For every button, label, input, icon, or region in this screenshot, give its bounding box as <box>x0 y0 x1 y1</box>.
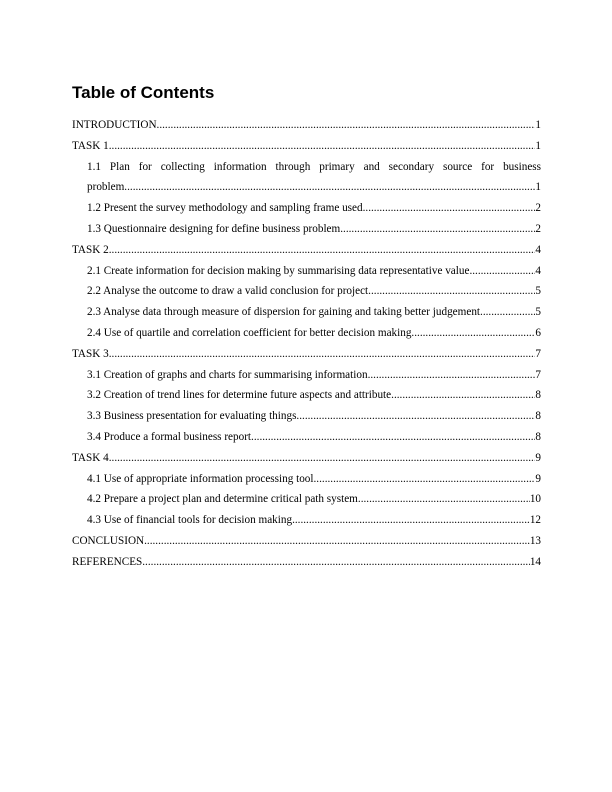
toc-leader <box>144 531 530 552</box>
toc-entry-label: 2.1 Create information for decision making by summarising data representative value <box>87 264 470 277</box>
toc-entry-task-2[interactable] <box>72 240 541 261</box>
toc-entry-1-3[interactable] <box>72 219 541 240</box>
toc-leader <box>340 219 535 240</box>
toc-entry-3-1[interactable] <box>72 365 541 386</box>
toc-leader <box>142 552 530 573</box>
toc-page-number: 2 <box>535 202 541 215</box>
toc-leader <box>368 365 536 386</box>
toc-leader <box>391 385 535 406</box>
toc-leader <box>411 323 535 344</box>
toc-entry-task-3[interactable] <box>72 344 541 365</box>
toc-page-number: 7 <box>535 368 541 381</box>
toc-entry-task-4[interactable] <box>72 448 541 469</box>
toc-entry-introduction[interactable] <box>72 115 541 136</box>
toc-leader <box>109 136 536 157</box>
toc-entry-label: 1.1 Plan for collecting information through primary and secondary source for business <box>87 160 541 173</box>
toc-entry-4-3[interactable] <box>72 510 541 531</box>
toc-entry-label-continued: problem <box>87 181 125 194</box>
toc-leader <box>358 489 530 510</box>
toc-page-number: 2 <box>535 222 541 235</box>
toc-entry-label: 3.3 Business presentation for evaluating things <box>87 410 297 423</box>
toc-entry-3-2[interactable] <box>72 385 541 406</box>
toc-entry-2-4[interactable] <box>72 323 541 344</box>
toc-leader <box>292 510 530 531</box>
toc-entry-2-1[interactable] <box>72 261 541 282</box>
toc-leader <box>368 281 535 302</box>
toc-page-number: 14 <box>529 555 541 568</box>
toc-entry-label: 2.4 Use of quartile and correlation coefficient for better decision making <box>87 326 412 339</box>
toc-page-number: 7 <box>535 347 541 360</box>
toc-leader <box>480 302 535 323</box>
toc-page-number: 9 <box>535 451 541 464</box>
toc-page-number: 1 <box>535 139 541 152</box>
toc-entry-2-3[interactable] <box>72 302 541 323</box>
toc-leader <box>109 448 536 469</box>
toc-page-number: 1 <box>535 181 541 194</box>
toc-entry-conclusion[interactable] <box>72 531 541 552</box>
toc-page-number: 8 <box>535 430 541 443</box>
toc-leader <box>469 261 535 282</box>
toc-entry-label: 2.2 Analyse the outcome to draw a valid conclusion for project <box>87 285 369 298</box>
toc-page-number: 4 <box>535 243 541 256</box>
toc-entry-label: 3.2 Creation of trend lines for determine future aspects and attribute <box>87 389 392 402</box>
toc-entry-label: TASK 2 <box>72 243 109 256</box>
toc-leader <box>109 240 536 261</box>
toc-leader <box>251 427 535 448</box>
toc-entry-2-2[interactable] <box>72 281 541 302</box>
toc-entry-label: TASK 1 <box>72 139 109 152</box>
toc-entry-label: INTRODUCTION <box>72 119 157 131</box>
toc-entry-continuation <box>87 177 541 198</box>
toc-list <box>72 115 541 573</box>
toc-leader <box>314 469 536 490</box>
toc-entry-label: 1.3 Questionnaire designing for define business problem <box>87 222 341 235</box>
toc-entry-label: 4.1 Use of appropriate information processing tool <box>87 472 314 485</box>
toc-entry-label: REFERENCES <box>72 555 143 568</box>
toc-leader <box>157 115 536 136</box>
toc-page-number: 8 <box>535 410 541 423</box>
toc-page-number: 4 <box>535 264 541 277</box>
toc-page-number: 12 <box>529 514 541 527</box>
toc-page-number: 5 <box>535 285 541 298</box>
toc-entry-3-3[interactable] <box>72 406 541 427</box>
toc-leader <box>124 177 535 198</box>
toc-page-number: 1 <box>535 119 541 131</box>
toc-page-number: 13 <box>529 534 541 547</box>
toc-leader <box>296 406 535 427</box>
toc-entry-4-2[interactable] <box>72 489 541 510</box>
toc-page-number: 9 <box>535 472 541 485</box>
toc-leader <box>109 344 536 365</box>
toc-page-number: 5 <box>535 306 541 319</box>
toc-page-number: 6 <box>535 326 541 339</box>
toc-entry-label: 4.3 Use of financial tools for decision making <box>87 514 293 527</box>
toc-entry-label: 3.1 Creation of graphs and charts for summarising information <box>87 368 368 381</box>
toc-entry-1-2[interactable] <box>72 198 541 219</box>
toc-entry-4-1[interactable] <box>72 469 541 490</box>
toc-entry-3-4[interactable] <box>72 427 541 448</box>
toc-entry-1-1[interactable] <box>72 157 541 199</box>
toc-page-number: 8 <box>535 389 541 402</box>
toc-leader <box>363 198 536 219</box>
toc-page-number: 10 <box>529 493 541 506</box>
toc-entry-label: 1.2 Present the survey methodology and sampling frame used <box>87 202 363 215</box>
toc-entry-label: TASK 4 <box>72 451 109 464</box>
toc-entry-label: CONCLUSION <box>72 534 145 547</box>
toc-entry-label: 2.3 Analyse data through measure of dispersion for gaining and taking better judgement <box>87 306 481 319</box>
toc-entry-references[interactable] <box>72 552 541 573</box>
toc-entry-label: 3.4 Produce a formal business report <box>87 430 252 443</box>
toc-title: Table of Contents <box>72 83 215 102</box>
toc-entry-label: TASK 3 <box>72 347 109 360</box>
toc-entry-label: 4.2 Prepare a project plan and determine critical path system <box>87 493 358 506</box>
toc-entry-task-1[interactable] <box>72 136 541 157</box>
